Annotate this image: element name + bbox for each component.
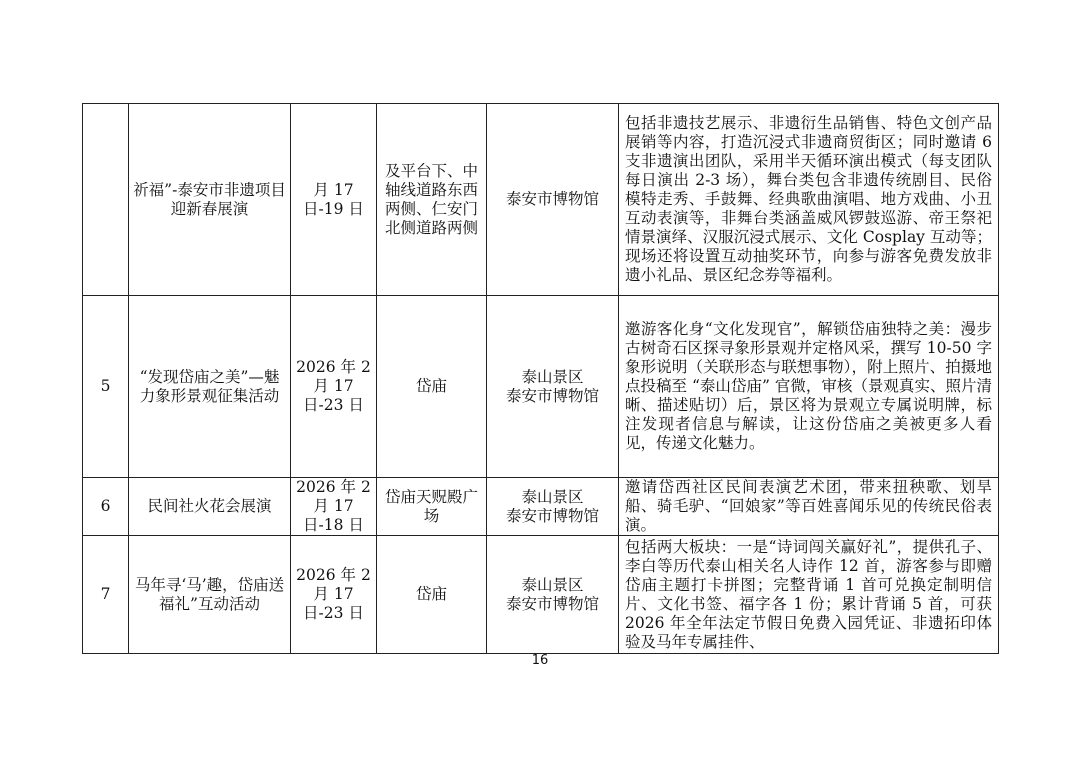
table-row (83, 536, 999, 654)
activity-time-cell: 2026 年 2 月 17 日-18 日 (291, 478, 377, 536)
activity-description-cell: 包括非遗技艺展示、非遗衍生品销售、特色文创产品展销等内容，打造沉浸式非遗商贸街区；同时邀请 6 支非遗演出团队，采用半天循环演出模式（每支团队每日演出 2-3 场），舞台类包含非遗传统剧目、民俗模特走秀、手鼓舞、经典歌曲演唱、地方戏曲、小丑互动表演等，非舞台类涵盖威风锣鼓巡游、帝王祭祀情景演绎、汉服沉浸式展示、文化 Cosplay 互动等；现场还将设置互动抽奖环节，向参与游客免费发放非遗小礼品、景区纪念券等福利。 (619, 104, 999, 296)
table-row (83, 296, 999, 478)
activity-description-cell: 包括两大板块：一是“诗词闯关赢好礼”，提供孔子、李白等历代泰山相关名人诗作 12 首，游客参与即赠岱庙主题打卡拼图；完整背诵 1 首可兑换定制明信片、文化书签、福字各 1 份；累计背诵 5 首，可获 2026 年全年法定节假日免费入园凭证、非遗拓印体验及马年专属挂件、 (619, 536, 999, 654)
activity-time-cell: 2026 年 2 月 17 日-23 日 (291, 296, 377, 478)
row-number-cell: 5 (83, 296, 129, 478)
organizer-cell: 泰山景区 泰安市博物馆 (487, 478, 619, 536)
row-number-cell: 6 (83, 478, 129, 536)
activity-time-cell: 2026 年 2 月 17 日-23 日 (291, 536, 377, 654)
page-number: 16 (531, 653, 549, 668)
activity-description-cell: 邀请岱西社区民间表演艺术团，带来扭秧歌、划旱船、骑毛驴、“回娘家”等百姓喜闻乐见的传统民俗表演。 (619, 478, 999, 536)
row-number-cell (83, 104, 129, 296)
table-row (83, 478, 999, 536)
activity-description-cell: 邀游客化身“文化发现官”，解锁岱庙独特之美：漫步古树奇石区探寻象形景观并定格风采，撰写 10-50 字象形说明（关联形态与联想事物），附上照片、拍摄地点投稿至 “泰山岱庙” 官微，审核（景观真实、照片清晰、描述贴切）后，景区将为景观立专属说明牌，标注发现者信息与解读，让这份岱庙之美被更多人看见，传递文化魅力。 (619, 296, 999, 478)
activity-table-body (83, 104, 999, 654)
activity-location-cell: 岱庙 (377, 296, 487, 478)
activity-location-cell: 及平台下、中轴线道路东西两侧、仁安门北侧道路两侧 (377, 104, 487, 296)
activity-name-cell: “发现岱庙之美”—魅力象形景观征集活动 (129, 296, 291, 478)
activity-time-cell: 月 17 日-19 日 (291, 104, 377, 296)
table-row (83, 104, 999, 296)
organizer-cell: 泰山景区 泰安市博物馆 (487, 536, 619, 654)
activity-name-cell: 祈福”-泰安市非遗项目迎新春展演 (129, 104, 291, 296)
activity-name-cell: 马年寻‘马’趣，岱庙送福礼”互动活动 (129, 536, 291, 654)
activity-location-cell: 岱庙 (377, 536, 487, 654)
organizer-cell: 泰山景区 泰安市博物馆 (487, 296, 619, 478)
activity-location-cell: 岱庙天贶殿广场 (377, 478, 487, 536)
row-number-cell: 7 (83, 536, 129, 654)
organizer-cell: 泰安市博物馆 (487, 104, 619, 296)
activity-table (82, 103, 999, 654)
activity-name-cell: 民间社火花会展演 (129, 478, 291, 536)
